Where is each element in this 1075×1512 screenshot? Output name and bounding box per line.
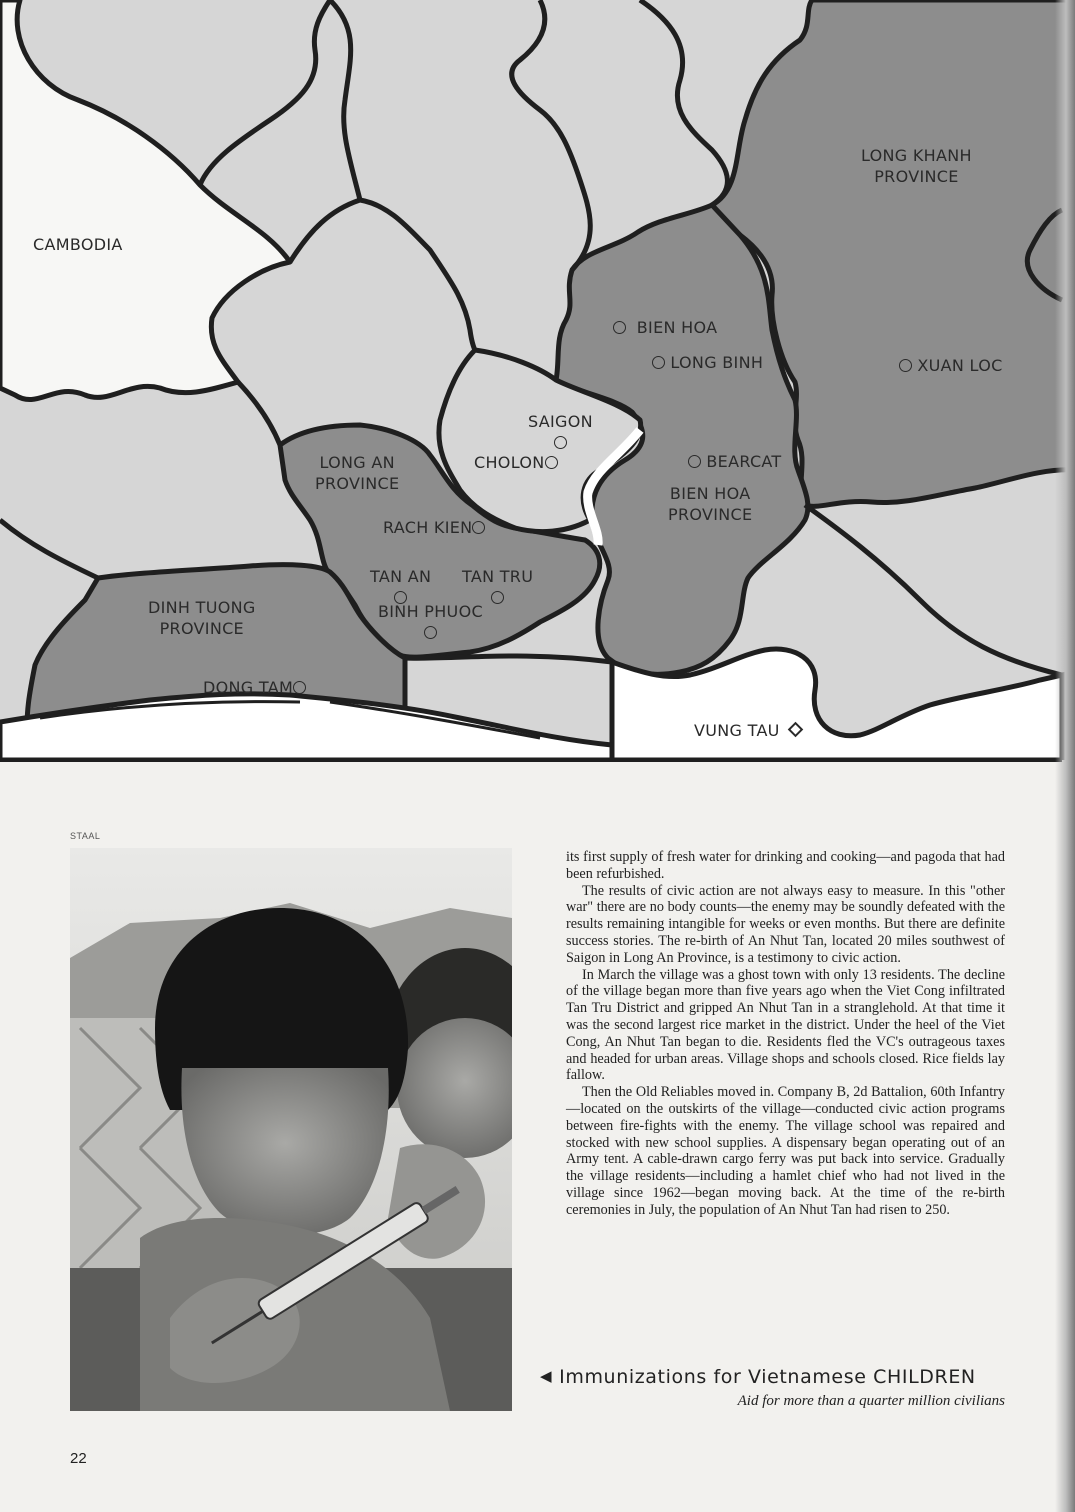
- page-number: 22: [70, 1450, 87, 1467]
- page-binding-edge: [1055, 0, 1075, 1512]
- map-bottom-rule: [0, 758, 1062, 762]
- bien-hoa-city: BIEN HOA: [613, 317, 717, 338]
- diamond-marker-icon: [787, 722, 803, 738]
- long-binh-city: LONG BINH: [652, 352, 763, 373]
- circle-marker-icon: [688, 455, 701, 468]
- circle-marker-icon: [545, 456, 558, 469]
- circle-marker-icon: [293, 681, 306, 694]
- tan-an-city: TAN AN: [370, 566, 431, 608]
- article-paragraph: The results of civic action are not always easy to measure. In this "other war" there are no body counts—the enemy may be soundly defeated with the results remaining intangible for weeks or even months. But there are definite success stories. The re-birth of An Nhut Tan, located 20 miles southwest of Saigon in Long An Province, is a testimony to civic action.: [566, 882, 1005, 966]
- cambodia-label: CAMBODIA: [33, 235, 123, 254]
- photo-caption-title: ◀ Immunizations for Vietnamese CHILDREN: [540, 1366, 976, 1388]
- bearcat-base: BEARCAT: [688, 451, 782, 472]
- circle-marker-icon: [652, 356, 665, 369]
- cholon-city: CHOLON: [474, 452, 558, 473]
- circle-marker-icon: [899, 359, 912, 372]
- circle-marker-icon: [554, 436, 567, 449]
- circle-marker-icon: [613, 321, 626, 334]
- article-paragraph: In March the village was a ghost town with only 13 residents. The decline of the village began more than five years ago when the Viet Cong infiltrated Tan Tru District and gripped An Nhut Tan in a stranglehold. At that time it was the second largest rice market in the district. Under the heel of the Viet Cong, An Nhut Tan began to die. Residents fled the VC's outrageous taxes and headed for urban areas. Village shops and schools closed. Rice fields lay fallow.: [566, 966, 1005, 1084]
- left-triangle-icon: ◀: [540, 1367, 553, 1385]
- saigon-city: SAIGON: [528, 411, 593, 453]
- long-an-label: LONG AN PROVINCE: [315, 453, 400, 493]
- circle-marker-icon: [472, 521, 485, 534]
- tan-tru-city: TAN TRU: [462, 566, 533, 608]
- article-paragraph: its first supply of fresh water for drinking and cooking—and pagoda that had been refurbished.: [566, 849, 1005, 882]
- binh-phuoc-city: BINH PHUOC: [378, 601, 483, 643]
- photo-credit: STAAL: [70, 831, 101, 841]
- dong-tam-base: DONG TAM: [203, 677, 306, 698]
- bien-hoa-province-label: BIEN HOA PROVINCE: [668, 484, 753, 524]
- circle-marker-icon: [424, 626, 437, 639]
- long-khanh-label: LONG KHANH PROVINCE: [861, 146, 972, 186]
- photo-caption-subtitle: Aid for more than a quarter million civilians: [737, 1393, 1005, 1409]
- vung-tau-city: VUNG TAU: [694, 720, 801, 741]
- children-immunization-photo: [70, 848, 512, 1411]
- article-body: [566, 849, 1005, 1219]
- xuan-loc-city: XUAN LOC: [899, 355, 1003, 376]
- rach-kien-city: RACH KIEN: [383, 517, 485, 538]
- dinh-tuong-label: DINH TUONG PROVINCE: [148, 598, 256, 638]
- circle-marker-icon: [491, 591, 504, 604]
- photo-drawing: [70, 848, 512, 1411]
- article-paragraph: Then the Old Reliables moved in. Company B, 2d Battalion, 60th Infantry—located on the outskirts of the village—conducted civic action programs between fire-fights with the enemy. The village school was repaired and stocked with new school supplies. A dispensary began operating out of an Army tent. A cable-drawn cargo ferry was put back into service. Gradually the village residents—including a hamlet chief who had not lived in the village since 1962—began moving back. At the time of the re-birth ceremonies in July, the population of An Nhut Tan had risen to 250.: [566, 1084, 1005, 1218]
